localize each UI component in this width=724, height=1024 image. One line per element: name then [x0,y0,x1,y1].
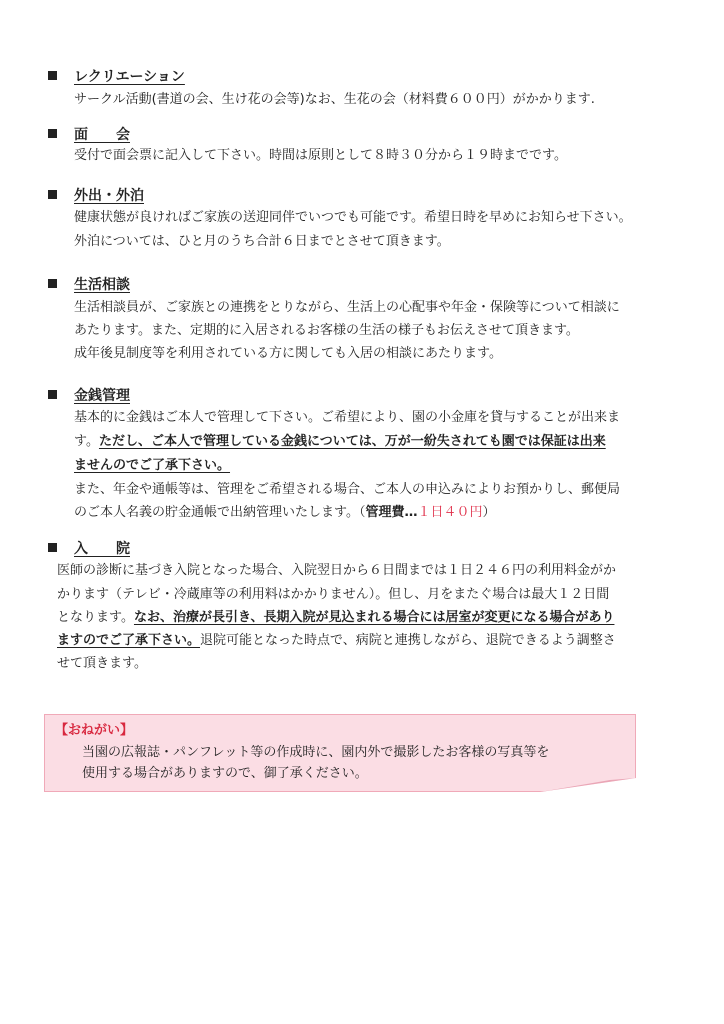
body-line: 成年後見制度等を利用されている方に関しても入居の相談にあたります。 [74,346,502,361]
emphasis-text: なお、治療が長引き、長期入院が見込まれる場合には居室が変更になる場合があり [133,610,615,625]
body-line: 外泊については、ひと月のうち合計６日までとさせて頂きます。 [74,234,450,249]
heading-label: レクリエーション [74,69,185,85]
square-bullet-icon [48,279,57,288]
emphasis-text: ませんのでご了承下さい。 [74,458,231,473]
heading-label: 面 会 [74,127,130,143]
square-bullet-icon [48,390,57,399]
heading-label: 外出・外泊 [74,188,144,204]
body-line [74,502,496,524]
notice-line: 使用する場合がありますので、御了承ください。 [82,766,368,781]
body-line: また、年金や通帳等は、管理をご希望される場合、ご本人の申込みによりお預かりし、郵便局 [74,482,621,497]
body-line: 医師の診断に基づき入院となった場合、入院翌日から６日間までは１日２４６円の利用料金がか [57,563,617,578]
section-heading [48,539,130,559]
body-line: かります（テレビ・冷蔵庫等の利用料はかかりません）。但し、月をまたぐ場合は最大１２日間 [57,587,610,602]
body-line: サークル活動(書道の会、生け花の会等)なお、生花の会（材料費６００円）がかかります. [74,92,595,107]
square-bullet-icon [48,71,57,80]
body-line: 基本的に金銭はご本人で管理して下さい。ご希望により、園の小金庫を貸与することが出来ま [74,410,621,425]
body-text: となります。 [57,610,134,625]
fee-amount: １日４０円 [417,505,483,520]
notice-title: 【おねがい】 [55,723,134,738]
section-heading [48,125,130,145]
notice-box [44,714,636,792]
body-line: せて頂きます。 [57,656,147,671]
heading-label: 金銭管理 [74,388,130,404]
section-heading [48,275,130,295]
fee-bracket: ） [482,505,496,520]
page-curl-icon [540,778,636,792]
emphasis-text: ますのでご了承下さい。 [57,633,201,648]
notice-line: 当園の広報誌・パンフレット等の作成時に、園内外で撮影したお客様の写真等を [82,745,550,760]
body-line [74,455,230,477]
body-line [57,607,614,629]
square-bullet-icon [48,543,57,552]
body-line [74,431,606,453]
body-text: 退院可能となった時点で、病院と連携しながら、退院できるよう調整さ [200,633,616,648]
section-heading [48,67,185,87]
heading-label: 入 院 [74,541,130,557]
body-line: あたります。また、定期的に入居されるお客様の生活の様子もお伝えさせて頂きます。 [74,323,579,338]
fee-bracket: （ [358,505,366,520]
heading-label: 生活相談 [74,277,130,293]
body-line: 健康状態が良ければご家族の送迎同伴でいつでも可能です。希望日時を早めにお知らせ下さい。 [74,210,632,225]
body-line: 受付で面会票に記入して下さい。時間は原則として８時３０分から１９時までです。 [74,148,567,163]
body-text: す。 [74,434,99,449]
section-heading [48,386,130,406]
square-bullet-icon [48,190,57,199]
body-line [57,630,616,652]
square-bullet-icon [48,129,57,138]
section-heading [48,186,144,206]
fee-label: 管理費… [365,505,418,520]
body-line: 生活相談員が、ご家族との連携をとりながら、生活上の心配事や年金・保険等について相談に [74,300,620,315]
emphasis-text: ただし、ご本人で管理している金銭については、万が一紛失されても園では保証は出来 [98,434,606,449]
body-text: のご本人名義の貯金通帳で出納管理いたします。 [74,505,359,520]
